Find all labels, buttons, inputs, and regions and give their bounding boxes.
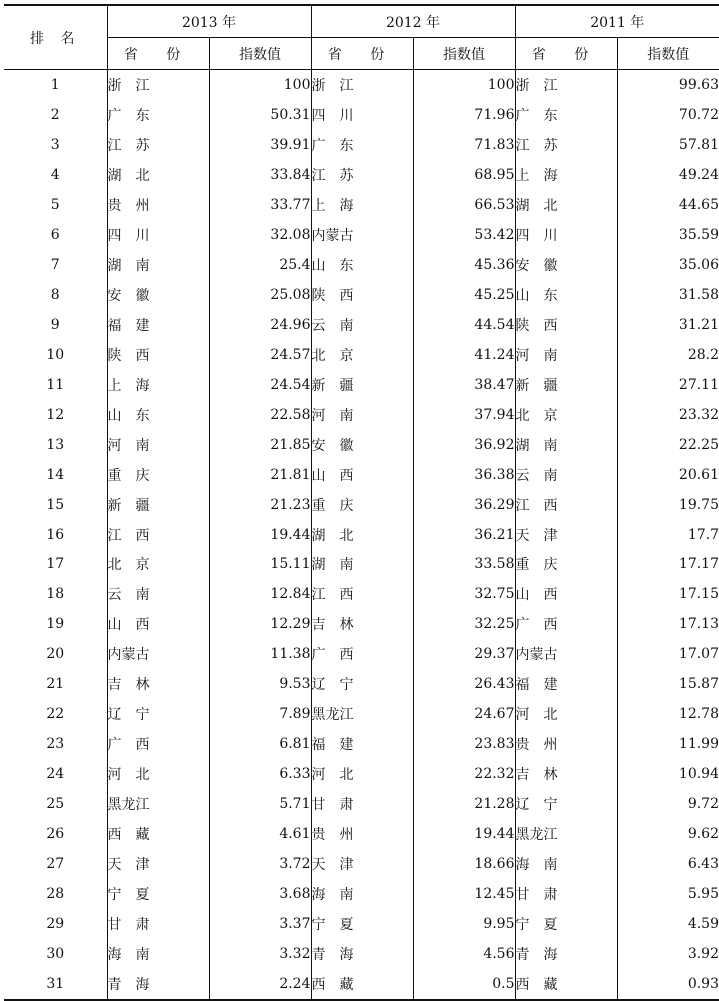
value-cell-2012: 71.83 bbox=[413, 130, 515, 160]
value-cell-2011: 22.25 bbox=[617, 430, 719, 460]
value-cell-2012: 36.29 bbox=[413, 490, 515, 520]
province-cell-2011: 湖 北 bbox=[515, 190, 617, 220]
value-cell-2012: 100 bbox=[413, 70, 515, 100]
table-row bbox=[4, 280, 719, 310]
province-cell-2011: 吉 林 bbox=[515, 759, 617, 789]
value-cell-2011: 28.2 bbox=[617, 340, 719, 370]
province-cell-2012: 吉 林 bbox=[311, 609, 413, 639]
province-cell-2013: 吉 林 bbox=[107, 669, 209, 699]
province-cell-2011: 贵 州 bbox=[515, 729, 617, 759]
province-cell-2012: 河 南 bbox=[311, 400, 413, 430]
province-cell-2013: 青 海 bbox=[107, 969, 209, 1000]
province-cell-2013: 上 海 bbox=[107, 370, 209, 400]
value-cell-2012: 68.95 bbox=[413, 160, 515, 190]
value-cell-2012: 4.56 bbox=[413, 939, 515, 969]
value-cell-2013: 21.85 bbox=[209, 430, 311, 460]
province-cell-2011: 北 京 bbox=[515, 400, 617, 430]
province-cell-2012: 北 京 bbox=[311, 340, 413, 370]
value-cell-2012: 44.54 bbox=[413, 310, 515, 340]
value-cell-2013: 24.57 bbox=[209, 340, 311, 370]
value-cell-2013: 3.32 bbox=[209, 939, 311, 969]
province-cell-2011: 安 徽 bbox=[515, 250, 617, 280]
value-cell-2013: 9.53 bbox=[209, 669, 311, 699]
value-cell-2012: 19.44 bbox=[413, 819, 515, 849]
rank-cell: 23 bbox=[46, 736, 65, 753]
rank-cell: 26 bbox=[46, 826, 65, 843]
rank-header: 排 名 bbox=[4, 5, 107, 70]
value-cell-2011: 17.07 bbox=[617, 639, 719, 669]
province-cell-2013: 内蒙古 bbox=[107, 639, 209, 669]
value-cell-2012: 33.58 bbox=[413, 550, 515, 580]
rank-cell: 30 bbox=[46, 946, 65, 963]
table-row bbox=[4, 879, 719, 909]
province-cell-2013: 海 南 bbox=[107, 939, 209, 969]
value-cell-2012: 32.75 bbox=[413, 579, 515, 609]
rank-cell: 29 bbox=[46, 916, 65, 933]
province-cell-2011: 新 疆 bbox=[515, 370, 617, 400]
value-cell-2013: 25.4 bbox=[209, 250, 311, 280]
value-cell-2013: 3.37 bbox=[209, 909, 311, 939]
table-row bbox=[4, 100, 719, 130]
value-cell-2011: 19.75 bbox=[617, 490, 719, 520]
rank-cell: 27 bbox=[46, 856, 65, 873]
rank-cell: 28 bbox=[46, 886, 65, 903]
rank-cell: 14 bbox=[46, 466, 65, 483]
province-cell-2012: 天 津 bbox=[311, 849, 413, 879]
province-cell-2011: 内蒙古 bbox=[515, 639, 617, 669]
value-cell-2011: 44.65 bbox=[617, 190, 719, 220]
value-cell-2011: 3.92 bbox=[617, 939, 719, 969]
province-cell-2011: 辽 宁 bbox=[515, 789, 617, 819]
value-cell-2012: 22.32 bbox=[413, 759, 515, 789]
table-row bbox=[4, 160, 719, 190]
table-row bbox=[4, 639, 719, 669]
province-cell-2013: 山 西 bbox=[107, 609, 209, 639]
rank-cell: 7 bbox=[50, 256, 60, 273]
province-cell-2012: 西 藏 bbox=[311, 969, 413, 1000]
value-cell-2011: 31.21 bbox=[617, 310, 719, 340]
province-cell-2011: 天 津 bbox=[515, 520, 617, 550]
table-row bbox=[4, 520, 719, 550]
province-cell-2013: 贵 州 bbox=[107, 190, 209, 220]
value-cell-2013: 32.08 bbox=[209, 220, 311, 250]
table-row bbox=[4, 789, 719, 819]
ranking-table bbox=[4, 4, 719, 1001]
rank-cell: 16 bbox=[46, 526, 65, 543]
value-cell-2011: 17.15 bbox=[617, 579, 719, 609]
rank-cell: 17 bbox=[46, 556, 65, 573]
province-cell-2013: 西 藏 bbox=[107, 819, 209, 849]
province-cell-2012: 浙 江 bbox=[311, 70, 413, 100]
value-cell-2012: 12.45 bbox=[413, 879, 515, 909]
province-cell-2012: 湖 南 bbox=[311, 550, 413, 580]
value-cell-2011: 9.62 bbox=[617, 819, 719, 849]
value-cell-2012: 24.67 bbox=[413, 699, 515, 729]
value-cell-2011: 12.78 bbox=[617, 699, 719, 729]
province-cell-2011: 海 南 bbox=[515, 849, 617, 879]
table-row bbox=[4, 220, 719, 250]
province-cell-2012: 贵 州 bbox=[311, 819, 413, 849]
value-cell-2011: 4.59 bbox=[617, 909, 719, 939]
value-cell-2013: 7.89 bbox=[209, 699, 311, 729]
table-row bbox=[4, 759, 719, 789]
province-cell-2013: 辽 宁 bbox=[107, 699, 209, 729]
province-cell-2012: 新 疆 bbox=[311, 370, 413, 400]
province-cell-2011: 广 东 bbox=[515, 100, 617, 130]
value-cell-2013: 3.72 bbox=[209, 849, 311, 879]
value-cell-2013: 21.23 bbox=[209, 490, 311, 520]
value-cell-2013: 33.84 bbox=[209, 160, 311, 190]
province-cell-2012: 上 海 bbox=[311, 190, 413, 220]
province-cell-2013: 云 南 bbox=[107, 579, 209, 609]
value-cell-2013: 5.71 bbox=[209, 789, 311, 819]
value-cell-2011: 99.63 bbox=[617, 70, 719, 100]
value-cell-2013: 25.08 bbox=[209, 280, 311, 310]
province-cell-2013: 浙 江 bbox=[107, 70, 209, 100]
province-cell-2012: 江 西 bbox=[311, 579, 413, 609]
rank-cell: 22 bbox=[46, 706, 65, 723]
value-cell-2013: 24.96 bbox=[209, 310, 311, 340]
province-cell-2013: 广 东 bbox=[107, 100, 209, 130]
province-cell-2012: 安 徽 bbox=[311, 430, 413, 460]
province-cell-2011: 河 北 bbox=[515, 699, 617, 729]
value-cell-2012: 0.5 bbox=[413, 969, 515, 1000]
value-cell-2013: 15.11 bbox=[209, 550, 311, 580]
table-row bbox=[4, 969, 719, 1000]
value-cell-2012: 36.92 bbox=[413, 430, 515, 460]
province-cell-2011: 四 川 bbox=[515, 220, 617, 250]
table-row bbox=[4, 340, 719, 370]
table-row bbox=[4, 130, 719, 160]
province-cell-2012: 云 南 bbox=[311, 310, 413, 340]
rank-cell: 10 bbox=[46, 346, 65, 363]
rank-cell: 19 bbox=[46, 616, 65, 633]
value-cell-2012: 45.25 bbox=[413, 280, 515, 310]
table-row bbox=[4, 70, 719, 100]
value-cell-2013: 2.24 bbox=[209, 969, 311, 1000]
value-cell-2011: 70.72 bbox=[617, 100, 719, 130]
value-cell-2013: 4.61 bbox=[209, 819, 311, 849]
province-cell-2011: 宁 夏 bbox=[515, 909, 617, 939]
province-cell-2013: 安 徽 bbox=[107, 280, 209, 310]
table-body bbox=[4, 70, 719, 1001]
province-header: 省 份 bbox=[515, 38, 617, 70]
rank-cell: 3 bbox=[50, 136, 60, 153]
province-cell-2012: 广 东 bbox=[311, 130, 413, 160]
province-header: 省 份 bbox=[311, 38, 413, 70]
value-cell-2013: 50.31 bbox=[209, 100, 311, 130]
column-header-row bbox=[4, 38, 719, 70]
value-cell-2012: 37.94 bbox=[413, 400, 515, 430]
table-row bbox=[4, 190, 719, 220]
value-cell-2012: 32.25 bbox=[413, 609, 515, 639]
value-cell-2011: 27.11 bbox=[617, 370, 719, 400]
value-cell-2013: 11.38 bbox=[209, 639, 311, 669]
province-cell-2012: 海 南 bbox=[311, 879, 413, 909]
province-cell-2012: 辽 宁 bbox=[311, 669, 413, 699]
province-cell-2012: 福 建 bbox=[311, 729, 413, 759]
rank-cell: 31 bbox=[4, 969, 107, 1000]
province-cell-2012: 内蒙古 bbox=[311, 220, 413, 250]
province-header: 省 份 bbox=[107, 38, 209, 70]
value-cell-2011: 20.61 bbox=[617, 460, 719, 490]
value-cell-2012: 26.43 bbox=[413, 669, 515, 699]
value-cell-2012: 45.36 bbox=[413, 250, 515, 280]
province-cell-2011: 重 庆 bbox=[515, 550, 617, 580]
province-cell-2011: 甘 肃 bbox=[515, 879, 617, 909]
value-cell-2013: 6.81 bbox=[209, 729, 311, 759]
rank-cell: 15 bbox=[46, 496, 65, 513]
province-cell-2013: 河 北 bbox=[107, 759, 209, 789]
province-cell-2013: 山 东 bbox=[107, 400, 209, 430]
year-header-2011: 2011 年 bbox=[515, 5, 719, 38]
value-cell-2011: 17.7 bbox=[617, 520, 719, 550]
value-cell-2011: 31.58 bbox=[617, 280, 719, 310]
value-cell-2011: 57.81 bbox=[617, 130, 719, 160]
province-cell-2011: 福 建 bbox=[515, 669, 617, 699]
province-cell-2013: 江 西 bbox=[107, 520, 209, 550]
province-cell-2011: 云 南 bbox=[515, 460, 617, 490]
value-cell-2011: 0.93 bbox=[617, 969, 719, 1000]
value-cell-2012: 21.28 bbox=[413, 789, 515, 819]
value-cell-2012: 41.24 bbox=[413, 340, 515, 370]
value-cell-2011: 15.87 bbox=[617, 669, 719, 699]
rank-cell: 20 bbox=[46, 646, 65, 663]
value-cell-2013: 21.81 bbox=[209, 460, 311, 490]
year-header-2013: 2013 年 bbox=[107, 5, 311, 38]
value-cell-2013: 24.54 bbox=[209, 370, 311, 400]
province-cell-2012: 江 苏 bbox=[311, 160, 413, 190]
province-cell-2011: 青 海 bbox=[515, 939, 617, 969]
province-cell-2013: 河 南 bbox=[107, 430, 209, 460]
province-cell-2012: 甘 肃 bbox=[311, 789, 413, 819]
value-cell-2013: 19.44 bbox=[209, 520, 311, 550]
value-header: 指数值 bbox=[413, 38, 515, 70]
province-cell-2011: 江 苏 bbox=[515, 130, 617, 160]
value-cell-2013: 12.84 bbox=[209, 579, 311, 609]
table-row bbox=[4, 430, 719, 460]
province-cell-2012: 重 庆 bbox=[311, 490, 413, 520]
province-cell-2011: 陕 西 bbox=[515, 310, 617, 340]
rank-cell: 24 bbox=[46, 766, 65, 783]
province-cell-2011: 浙 江 bbox=[515, 70, 617, 100]
year-header-row bbox=[4, 5, 719, 38]
value-cell-2012: 18.66 bbox=[413, 849, 515, 879]
province-cell-2012: 青 海 bbox=[311, 939, 413, 969]
value-cell-2013: 3.68 bbox=[209, 879, 311, 909]
rank-cell: 1 bbox=[50, 76, 60, 93]
province-cell-2012: 湖 北 bbox=[311, 520, 413, 550]
value-cell-2012: 29.37 bbox=[413, 639, 515, 669]
value-cell-2012: 36.21 bbox=[413, 520, 515, 550]
province-cell-2013: 北 京 bbox=[107, 550, 209, 580]
province-cell-2012: 黑龙江 bbox=[311, 699, 413, 729]
value-cell-2012: 53.42 bbox=[413, 220, 515, 250]
rank-cell: 11 bbox=[46, 376, 65, 393]
rank-cell: 4 bbox=[50, 166, 60, 183]
province-cell-2013: 陕 西 bbox=[107, 340, 209, 370]
table-row bbox=[4, 939, 719, 969]
province-cell-2013: 福 建 bbox=[107, 310, 209, 340]
table-row bbox=[4, 909, 719, 939]
rank-cell: 13 bbox=[46, 436, 65, 453]
value-cell-2012: 71.96 bbox=[413, 100, 515, 130]
province-cell-2012: 山 西 bbox=[311, 460, 413, 490]
province-cell-2011: 山 东 bbox=[515, 280, 617, 310]
province-cell-2013: 宁 夏 bbox=[107, 879, 209, 909]
value-cell-2012: 38.47 bbox=[413, 370, 515, 400]
value-cell-2013: 22.58 bbox=[209, 400, 311, 430]
province-cell-2012: 四 川 bbox=[311, 100, 413, 130]
province-cell-2011: 河 南 bbox=[515, 340, 617, 370]
table-row bbox=[4, 370, 719, 400]
value-cell-2013: 6.33 bbox=[209, 759, 311, 789]
table-row bbox=[4, 250, 719, 280]
table-row bbox=[4, 699, 719, 729]
province-cell-2011: 山 西 bbox=[515, 579, 617, 609]
province-cell-2011: 黑龙江 bbox=[515, 819, 617, 849]
value-cell-2013: 12.29 bbox=[209, 609, 311, 639]
value-cell-2011: 10.94 bbox=[617, 759, 719, 789]
value-cell-2011: 49.24 bbox=[617, 160, 719, 190]
table-row bbox=[4, 550, 719, 580]
value-cell-2013: 100 bbox=[209, 70, 311, 100]
rank-cell: 9 bbox=[50, 316, 60, 333]
table-row bbox=[4, 310, 719, 340]
province-cell-2012: 宁 夏 bbox=[311, 909, 413, 939]
province-cell-2011: 上 海 bbox=[515, 160, 617, 190]
value-cell-2011: 23.32 bbox=[617, 400, 719, 430]
province-cell-2011: 江 西 bbox=[515, 490, 617, 520]
province-cell-2012: 广 西 bbox=[311, 639, 413, 669]
value-cell-2011: 5.95 bbox=[617, 879, 719, 909]
value-cell-2011: 17.13 bbox=[617, 609, 719, 639]
rank-cell: 8 bbox=[50, 286, 60, 303]
value-cell-2012: 23.83 bbox=[413, 729, 515, 759]
table-header bbox=[4, 5, 719, 70]
value-header: 指数值 bbox=[617, 38, 719, 70]
table-row bbox=[4, 460, 719, 490]
table-row bbox=[4, 669, 719, 699]
rank-cell: 2 bbox=[50, 106, 60, 123]
province-cell-2013: 湖 南 bbox=[107, 250, 209, 280]
province-cell-2013: 湖 北 bbox=[107, 160, 209, 190]
table-row bbox=[4, 729, 719, 759]
province-cell-2013: 江 苏 bbox=[107, 130, 209, 160]
province-cell-2013: 新 疆 bbox=[107, 490, 209, 520]
value-header: 指数值 bbox=[209, 38, 311, 70]
table-row bbox=[4, 849, 719, 879]
value-cell-2012: 36.38 bbox=[413, 460, 515, 490]
table-row bbox=[4, 819, 719, 849]
year-header-2012: 2012 年 bbox=[311, 5, 515, 38]
province-cell-2013: 天 津 bbox=[107, 849, 209, 879]
rank-cell: 6 bbox=[50, 226, 60, 243]
table-row bbox=[4, 490, 719, 520]
value-cell-2012: 9.95 bbox=[413, 909, 515, 939]
province-cell-2011: 广 西 bbox=[515, 609, 617, 639]
value-cell-2012: 66.53 bbox=[413, 190, 515, 220]
province-cell-2011: 湖 南 bbox=[515, 430, 617, 460]
rank-cell: 5 bbox=[50, 196, 60, 213]
value-cell-2013: 39.91 bbox=[209, 130, 311, 160]
province-cell-2013: 广 西 bbox=[107, 729, 209, 759]
value-cell-2011: 9.72 bbox=[617, 789, 719, 819]
province-cell-2011: 西 藏 bbox=[515, 969, 617, 1000]
rank-cell: 25 bbox=[46, 796, 65, 813]
value-cell-2011: 17.17 bbox=[617, 550, 719, 580]
province-cell-2013: 重 庆 bbox=[107, 460, 209, 490]
rank-cell: 21 bbox=[46, 676, 65, 693]
table-row bbox=[4, 579, 719, 609]
value-cell-2011: 35.59 bbox=[617, 220, 719, 250]
table-row bbox=[4, 609, 719, 639]
value-cell-2011: 11.99 bbox=[617, 729, 719, 759]
province-cell-2012: 河 北 bbox=[311, 759, 413, 789]
rank-cell: 12 bbox=[46, 406, 65, 423]
province-cell-2013: 甘 肃 bbox=[107, 909, 209, 939]
value-cell-2011: 35.06 bbox=[617, 250, 719, 280]
value-cell-2011: 6.43 bbox=[617, 849, 719, 879]
province-cell-2012: 陕 西 bbox=[311, 280, 413, 310]
province-cell-2013: 黑龙江 bbox=[107, 789, 209, 819]
province-cell-2013: 四 川 bbox=[107, 220, 209, 250]
table-row bbox=[4, 400, 719, 430]
rank-cell: 18 bbox=[46, 586, 65, 603]
value-cell-2013: 33.77 bbox=[209, 190, 311, 220]
province-cell-2012: 山 东 bbox=[311, 250, 413, 280]
